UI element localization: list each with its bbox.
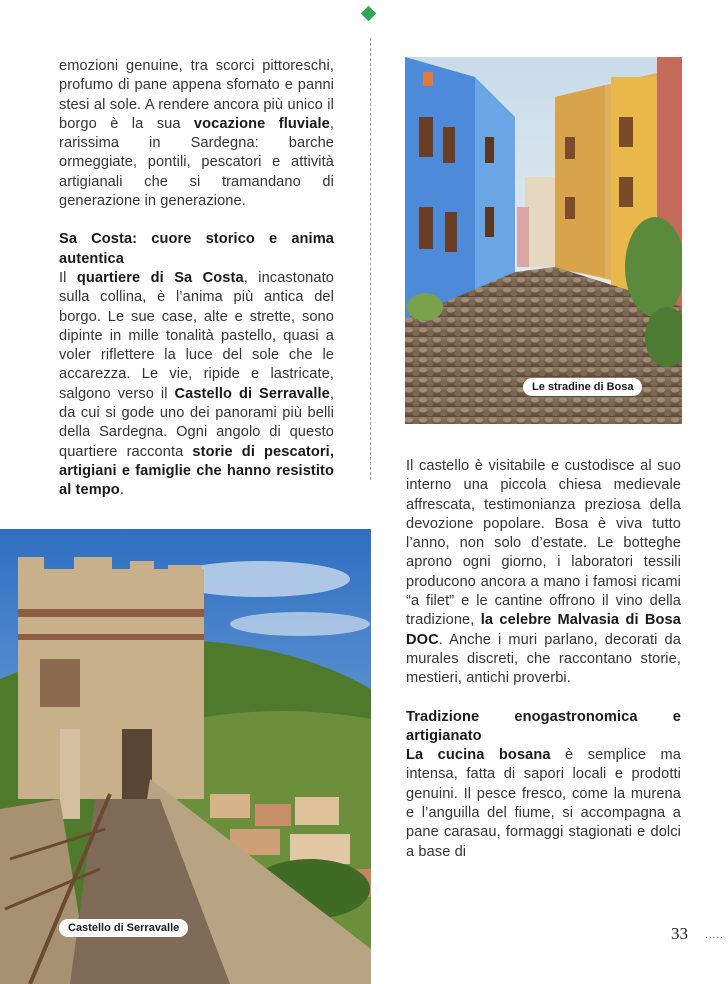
- paragraph-intro: [59, 57, 334, 211]
- bold-run: La cucina bosana: [406, 747, 551, 764]
- bold-run: storie di pescatori, artigiani e famiglie che hanno resistito al tempo: [59, 443, 334, 499]
- section-heading-sa-costa: Sa Costa: cuore storico e anima autentica: [59, 231, 334, 267]
- text-run: Il: [59, 269, 77, 286]
- bold-run: vocazione fluviale: [193, 115, 330, 132]
- photo-caption-castle: Castello di Serravalle: [59, 919, 188, 937]
- section-heading-tradizione: Tradizione enogastronomica e artigianato: [406, 708, 681, 744]
- section-diamond-icon: [361, 6, 377, 22]
- text-run: emozioni genuine, tra scorci pittoreschi, profumo di pane appena sfornato e panni stesi al sole. A rendere ancora più unico il borgo è la sua: [59, 58, 334, 132]
- bold-run: Castello di Serravalle: [174, 385, 330, 402]
- left-text-column: [59, 57, 334, 501]
- photo-caption-bosa: Le stradine di Bosa: [523, 378, 642, 396]
- page-number: 33: [671, 924, 688, 943]
- text-run: è semplice ma intensa, fatta di sapori locali e prodotti genuini. Il pesce fresco, come la murena e l’anguilla del fiume, si accompagna a pane carasau, formaggi stagionati e dolci a base di: [406, 747, 681, 860]
- text-run: , incastonato sulla collina, è l’anima più antica del borgo. Le sue case, alte e strette, sono dipinte in mille tonalità pastello, quasi a voler riflettere la luce del sole che le accarezza. Le vie, ripide e lastricate, salgono verso il: [59, 269, 334, 402]
- castle-illustration: [0, 529, 371, 984]
- bold-run: quartiere di Sa Costa: [76, 269, 244, 286]
- text-run: .: [119, 482, 124, 499]
- paragraph-castello: [406, 457, 681, 689]
- bold-run: la celebre Malvasia di Bosa DOC: [406, 612, 681, 648]
- column-divider: [370, 38, 371, 480]
- castle-photo: [0, 529, 371, 984]
- bosa-street-photo: [405, 57, 682, 424]
- text-run: , da cui si gode uno dei panorami più belli della Sardegna. Ogni angolo di questo quartiere racconta: [59, 385, 334, 460]
- right-text-column: [406, 457, 681, 862]
- text-run: , rarissima in Sardegna: barche ormeggiate, pontili, pescatori e attività artigianali che si tramandano di generazione in generazione.: [59, 115, 334, 210]
- text-run: Il castello è visitabile e custodisce al suo interno una piccola chiesa medievale affrescata, testimonianza preziosa della devozione popolare. Bosa è viva tutto l’anno, non solo d’estate. Le botteghe aprono ogni giorno, i laboratori tessili producono ancora a mano i famosi ricami “a filet” e le cantine offrono il vino della tradizione,: [406, 458, 681, 629]
- paragraph-sa-costa: [59, 269, 334, 501]
- paragraph-cucina: [406, 746, 681, 862]
- page-number-dots: .....: [705, 930, 724, 941]
- text-run: . Anche i muri parlano, decorati da murales discreti, che raccontano storie, mestieri, antichi proverbi.: [406, 631, 681, 687]
- bosa-street-illustration: [405, 57, 682, 424]
